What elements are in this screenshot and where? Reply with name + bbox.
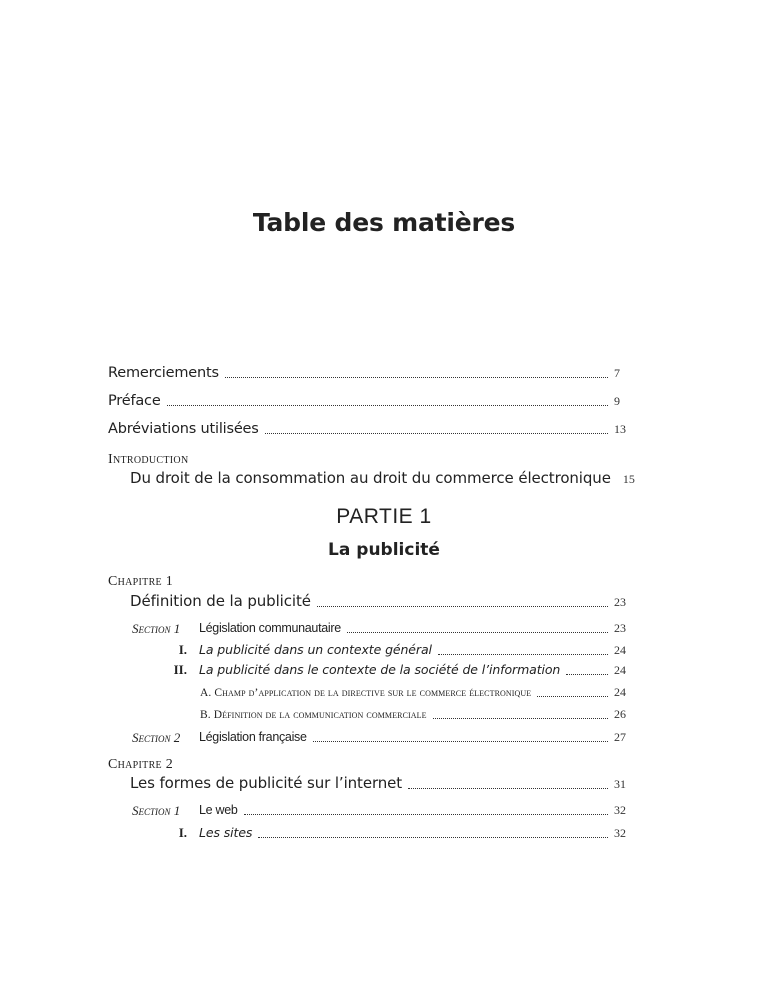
leader-dots	[408, 788, 608, 789]
toc-entry-letter[interactable]	[200, 685, 628, 700]
toc-entry-page: 7	[614, 366, 620, 380]
toc-entry-abreviations[interactable]	[108, 421, 628, 437]
item-number: I.	[178, 825, 187, 840]
toc-entry-page: 24	[614, 685, 626, 699]
toc-entry-label: Du droit de la consommation au droit du commerce électronique	[130, 469, 611, 487]
toc-entry-chapter-1[interactable]	[130, 592, 628, 610]
leader-dots	[167, 405, 608, 406]
section-tag: Section 1	[132, 621, 181, 636]
toc-entry-letter[interactable]	[200, 707, 628, 722]
toc-entry-page: 13	[614, 422, 626, 436]
leader-dots	[537, 696, 608, 697]
toc-entry-label: La publicité dans le contexte de la société de l’information	[199, 662, 561, 677]
toc-entry-item[interactable]	[199, 642, 628, 658]
toc-entry-page: 32	[614, 826, 626, 840]
letter-number: B.	[200, 709, 211, 721]
toc-entry-chapter-2[interactable]	[130, 774, 628, 792]
toc-entry-label: Législation communautaire	[199, 621, 341, 635]
page-title: Table des matières	[252, 208, 516, 237]
toc-entry-remerciements[interactable]	[108, 365, 628, 381]
leader-dots	[265, 433, 608, 434]
leader-dots	[313, 741, 608, 742]
section-tag: Section 2	[132, 730, 181, 745]
toc-entry-page: 26	[614, 707, 626, 721]
toc-entry-page: 23	[614, 595, 626, 609]
leader-dots	[244, 814, 608, 815]
leader-dots	[433, 718, 608, 719]
leader-dots	[438, 654, 608, 655]
toc-entry-label: Définition de la publicité	[130, 592, 311, 610]
item-number: II.	[173, 662, 187, 677]
toc-entry-label: Le web	[199, 803, 238, 817]
toc-entry-item[interactable]	[199, 662, 628, 678]
toc-entry-item[interactable]	[199, 825, 628, 841]
partie-label: PARTIE 1	[336, 505, 432, 528]
toc-entry-label: Préface	[108, 393, 161, 409]
letter-label: Définition de la communication commerciale	[213, 709, 427, 721]
toc-entry-section[interactable]	[199, 803, 628, 818]
section-tag: Section 1	[132, 803, 181, 818]
letter-label: Champ d’application de la directive sur le commerce électronique	[214, 687, 532, 699]
leader-dots	[258, 837, 608, 838]
introduction-kicker: Introduction	[108, 452, 189, 467]
toc-entry-page: 15	[622, 472, 635, 486]
letter-number: A.	[200, 687, 212, 699]
toc-entry-section[interactable]	[199, 730, 628, 745]
toc-entry-page: 27	[614, 730, 626, 744]
toc-entry-page: 23	[614, 621, 626, 635]
toc-entry-page: 24	[614, 663, 626, 677]
toc-entry-page: 31	[614, 777, 626, 791]
toc-entry-label: Les sites	[199, 825, 253, 840]
leader-dots	[347, 632, 608, 633]
leader-dots	[566, 674, 608, 675]
toc-entry-page: 32	[614, 803, 626, 817]
toc-entry-introduction[interactable]	[130, 469, 635, 487]
toc-entry-preface[interactable]	[108, 393, 628, 409]
chapter-kicker: Chapitre 2	[108, 757, 174, 772]
leader-dots	[317, 606, 608, 607]
partie-title: La publicité	[328, 540, 440, 560]
toc-entry-label	[200, 709, 427, 721]
toc-entry-label: Législation française	[199, 730, 307, 744]
toc-entry-page: 9	[614, 394, 620, 408]
toc-entry-label: Remerciements	[108, 365, 219, 381]
chapter-kicker: Chapitre 1	[108, 574, 174, 589]
leader-dots	[225, 377, 608, 378]
toc-entry-page: 24	[614, 643, 626, 657]
toc-entry-section[interactable]	[199, 621, 628, 636]
toc-entry-label	[200, 687, 531, 699]
item-number: I.	[178, 642, 187, 657]
toc-entry-label: Les formes de publicité sur l’internet	[130, 774, 403, 792]
toc-entry-label: Abréviations utilisées	[108, 421, 259, 437]
toc-entry-label: La publicité dans un contexte général	[199, 642, 432, 657]
